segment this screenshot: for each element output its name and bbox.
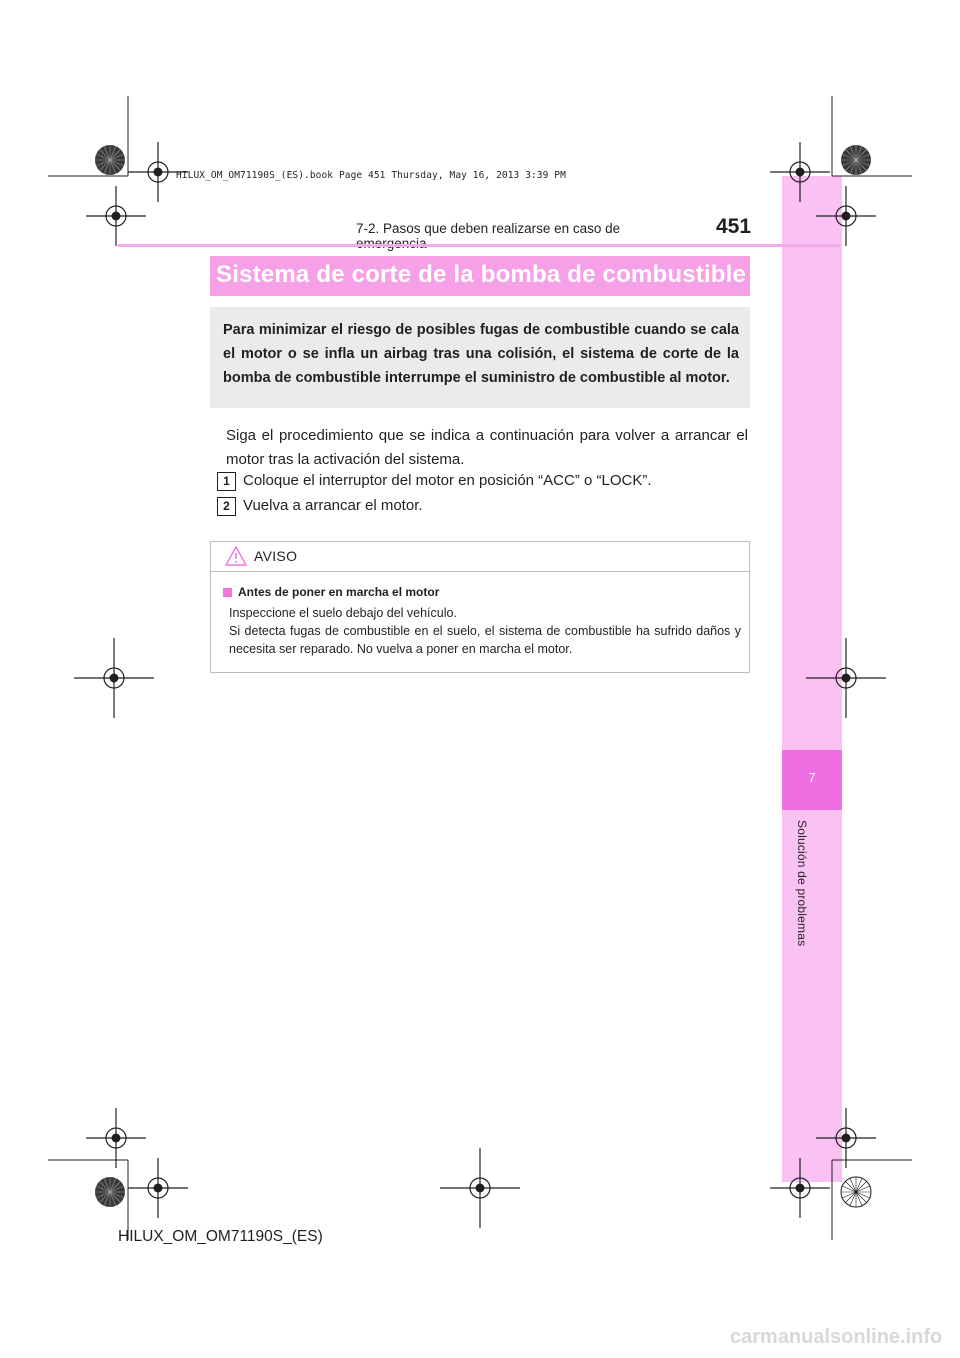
chapter-number: 7 [808,770,816,785]
warning-triangle-icon [225,546,247,566]
page-number: 451 [716,215,752,238]
registration-target [128,1158,188,1218]
registration-target [74,638,154,718]
section-heading: 7-2. Pasos que deben realizarse en caso de [356,221,621,236]
starburst-mark [94,144,126,176]
chapter-label: Solución de problemas [795,820,809,947]
warning-subtitle: Antes de poner en marcha el motor [238,585,440,599]
warning-title: AVISO [254,548,298,564]
registration-target [440,1148,520,1228]
warning-body [229,604,741,658]
registration-target [816,186,876,246]
starburst-mark [840,144,872,176]
registration-target [806,638,886,718]
step-text: Coloque el interruptor del motor en posición “ACC” o “LOCK”. [243,472,652,489]
warning-line: Si detecta fugas de combustible en el suelo, el sistema de combustible ha sufrido daños y necesita ser reparado. No vuelva a poner en marcha el motor. [229,624,741,656]
starburst-mark [840,1176,872,1208]
warning-box [210,541,750,673]
title-bar [210,256,750,296]
step-number-box: 1 [217,472,236,491]
book-info-line: HILUX_OM_OM71190S_(ES).book Page 451 Thursday, May 16, 2013 3:39 PM [176,170,566,181]
registration-target [770,1158,830,1218]
step-number-box: 2 [217,497,236,516]
registration-target [86,186,146,246]
intro-box: Para minimizar el riesgo de posibles fugas de combustible cuando se cala el motor o se infla un airbag tras una colisión, el sistema de corte de la bomba de combustible interrumpe el suministro de combustible al motor. [210,307,750,408]
bullet-square-icon [223,588,232,597]
page-title: Sistema de corte de la bomba de combustible [216,261,747,288]
footer-code: HILUX_OM_OM71190S_(ES) [118,1228,323,1245]
body-paragraph: Siga el procedimiento que se indica a continuación para volver a arrancar el motor tras la activación del sistema. [226,427,748,468]
step-text: Vuelva a arrancar el motor. [243,497,423,514]
starburst-mark [94,1176,126,1208]
watermark: carmanualsonline.info [730,1326,943,1348]
header-rule [118,244,840,247]
warning-line: Inspeccione el suelo debajo del vehículo. [229,606,457,620]
warning-divider [211,571,749,572]
